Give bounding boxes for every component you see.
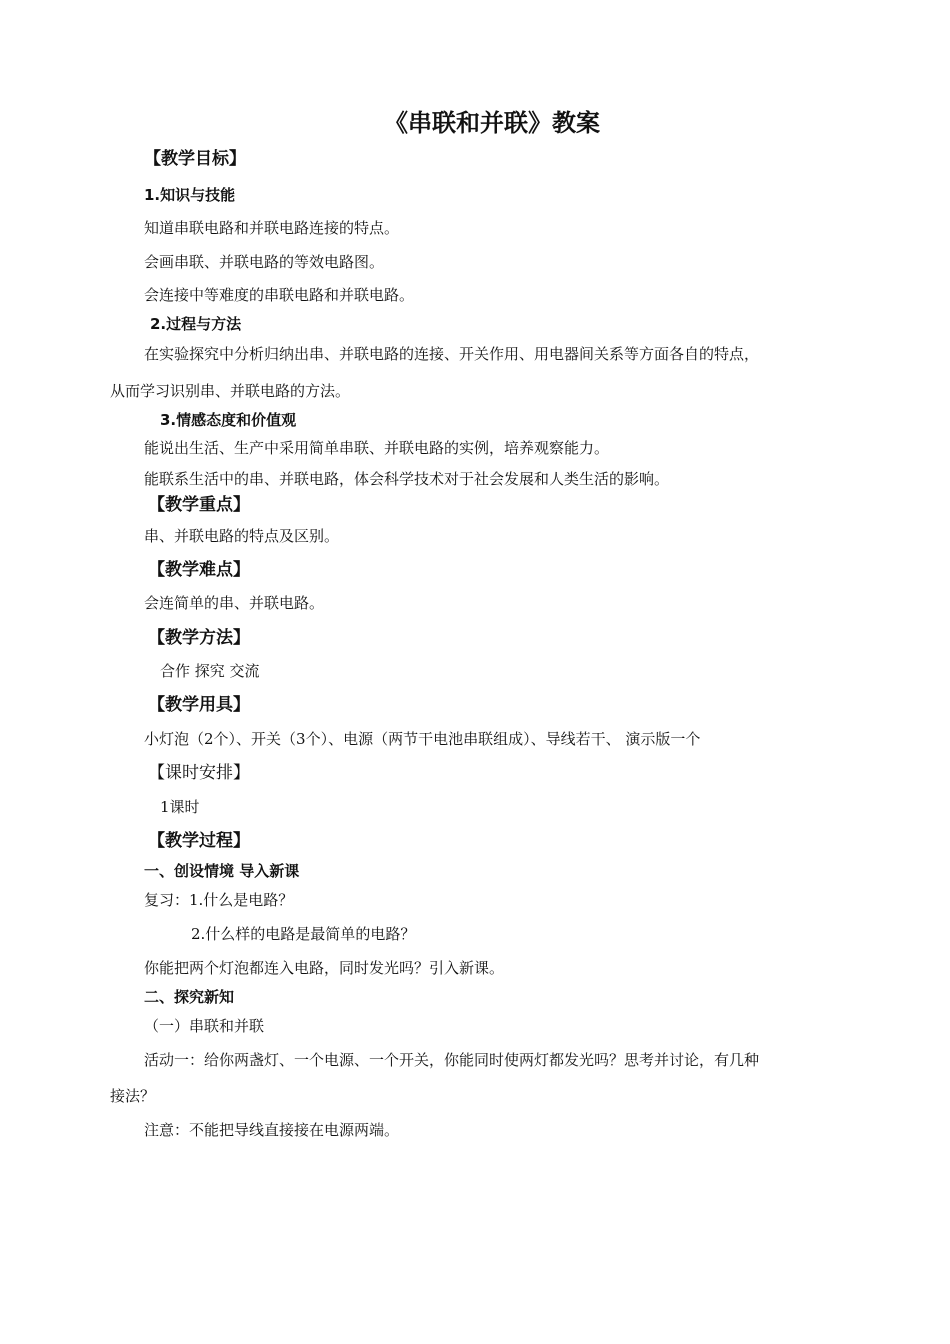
sub1-heading: （一）串联和并联: [144, 1017, 265, 1035]
difficulty-text: 会连简单的串、并联电路。: [144, 594, 325, 612]
goal1-item: 知道串联电路和并联电路连接的特点。: [144, 219, 400, 237]
document-title: 《串联和并联》教案: [384, 109, 600, 137]
tools-text: 小灯泡（2个）、开关（3个）、电源（两节干电池串联组成）、导线若干、 演示版一个: [144, 730, 701, 748]
process-heading: 【教学过程】: [148, 831, 250, 851]
goal2-text: 从而学习识别串、并联电路的方法。: [110, 382, 351, 400]
review-question: 2.什么样的电路是最简单的电路？: [191, 925, 416, 943]
part1-heading: 一、创设情境 导入新课: [144, 862, 300, 880]
goal2-text: 在实验探究中分析归纳出串、并联电路的连接、开关作用、用电器间关系等方面各自的特点，: [144, 345, 760, 363]
goal1-item: 会连接中等难度的串联电路和并联电路。: [144, 286, 415, 304]
goal3-item: 能说出生活、生产中采用简单串联、并联电路的实例，培养观察能力。: [144, 439, 610, 457]
goal3-heading: 3.情感态度和价值观: [160, 411, 297, 429]
key-text: 串、并联电路的特点及区别。: [144, 527, 340, 545]
method-heading: 【教学方法】: [148, 628, 250, 648]
goal1-item: 会画串联、并联电路的等效电路图。: [144, 253, 385, 271]
intro-text: 你能把两个灯泡都连入电路，同时发光吗？引入新课。: [144, 959, 505, 977]
schedule-text: 1课时: [160, 798, 200, 816]
activity-text: 活动一：给你两盏灯、一个电源、一个开关，你能同时使两灯都发光吗？思考并讨论，有几种: [144, 1051, 760, 1069]
activity-text: 接法？: [110, 1087, 156, 1105]
tools-heading: 【教学用具】: [148, 695, 250, 715]
review-question: 复习：1.什么是电路？: [144, 891, 294, 909]
goal3-item: 能联系生活中的串、并联电路，体会科学技术对于社会发展和人类生活的影响。: [144, 470, 670, 488]
goal1-heading: 1.知识与技能: [144, 186, 236, 204]
goals-heading: 【教学目标】: [144, 149, 246, 169]
schedule-heading: 【课时安排】: [148, 763, 250, 783]
difficulty-heading: 【教学难点】: [148, 560, 250, 580]
goal2-heading: 2.过程与方法: [150, 315, 242, 333]
key-heading: 【教学重点】: [148, 495, 250, 515]
part2-heading: 二、探究新知: [144, 988, 235, 1006]
note-text: 注意：不能把导线直接接在电源两端。: [144, 1121, 400, 1139]
method-text: 合作 探究 交流: [160, 662, 260, 680]
